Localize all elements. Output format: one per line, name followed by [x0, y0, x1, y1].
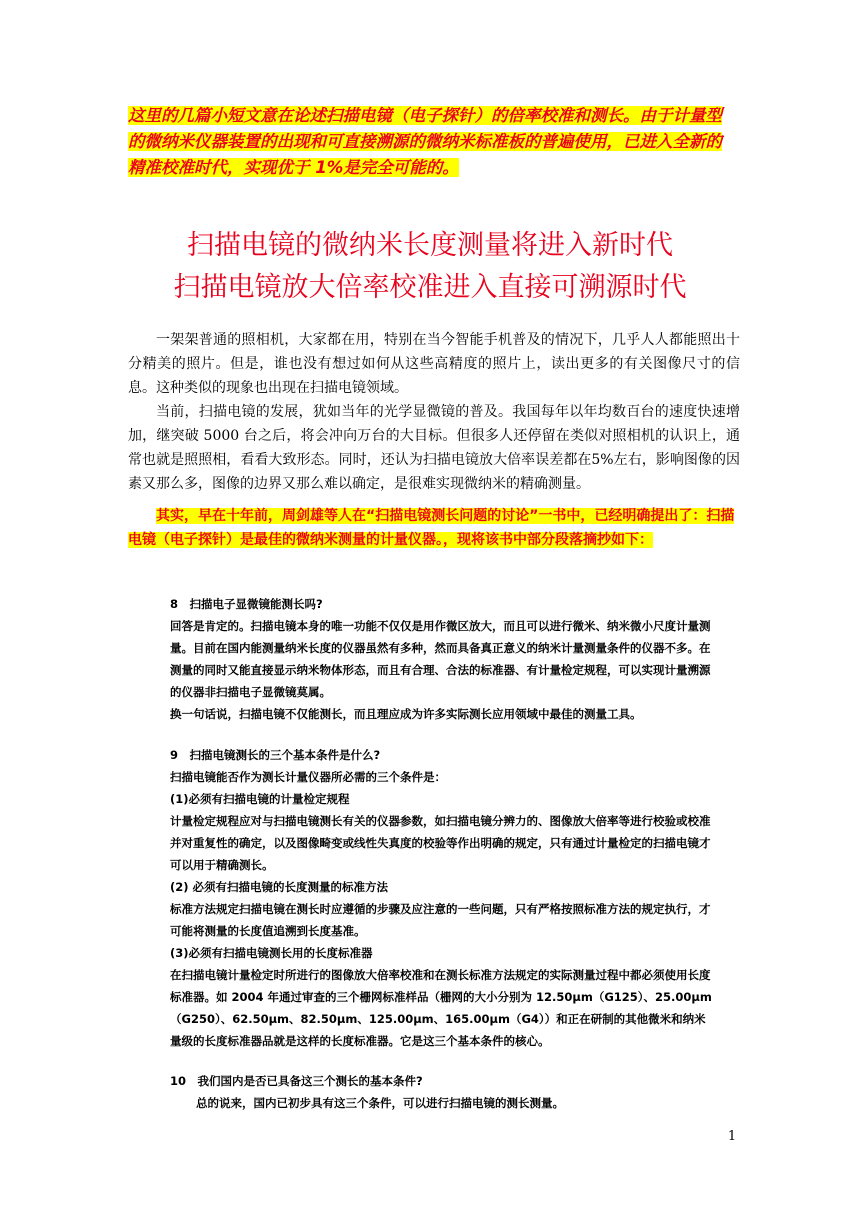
- section-9-subheading: (1)必须有扫描电镜的计量检定规程: [170, 792, 350, 806]
- section-9-text: 扫描电镜能否作为测长计量仪器所必需的三个条件是：: [170, 770, 446, 784]
- editor-note-banner: [128, 103, 738, 181]
- section-9-subheading: (3)必须有扫描电镜测长用的长度标准器: [170, 946, 373, 960]
- body-paragraph-1: 一架架普通的照相机，大家都在用，特别在当今智能手机普及的情况下，几乎人人都能照出十分精美的照片。但是，谁也没有想过如何从这些高精度的照片上，读出更多的有关图像尺寸的信息。这种类似的现象也出现在扫描电镜领域。: [128, 332, 740, 396]
- section-8-heading: 8 扫描电子显微镜能测长吗?: [170, 597, 323, 611]
- title-line-2: 扫描电镜放大倍率校准进入直接可溯源时代: [173, 272, 687, 303]
- page-number: 1: [727, 1129, 737, 1144]
- section-9-text: 在扫描电镜计量检定时所进行的图像放大倍率校准和在测长标准方法规定的实际测量过程中都必须使用长度标准器。如 2004 年通过审查的三个栅网标准样品（栅网的大小分别为 12.50μm（G125）、25.00μm（G250）、62.50μm、82.50μm、125.00μm、165.00μm（G4））和正在研制的其他微米和纳米量级的长度标准器品就是这样的长度标准器。它是这三个基本条件的核心。: [170, 968, 712, 1048]
- section-9-text: 标准方法规定扫描电镜在测长时应遵循的步骤及应注意的一些问题，只有严格按照标准方法的规定执行，才可能将测量的长度值追溯到长度基准。: [170, 902, 711, 938]
- section-8-text: 换一句话说，扫描电镜不仅能测长，而且理应成为许多实际测长应用领域中最佳的测量工具。: [170, 707, 642, 721]
- section-9-text: 计量检定规程应对与扫描电镜测长有关的仪器参数，如扫描电镜分辨力的、图像放大倍率等进行校验或校准并对重复性的确定，以及图像畸变或线性失真度的校验等作出明确的规定，只有通过计量检定的扫描电镜才可以用于精确测长。: [170, 814, 711, 872]
- section-9-subheading: (2) 必须有扫描电镜的长度测量的标准方法: [170, 880, 389, 894]
- section-8-text: 回答是肯定的。扫描电镜本身的唯一功能不仅仅是用作微区放大，而且可以进行微米、纳米微小尺度计量测量。目前在国内能测量纳米长度的仪器虽然有多种，然而具备真正意义的纳米计量测量条件的仪器不多。在测量的同时又能直接显示纳米物体形态，而且有合理、合法的标准器、有计量检定规程，可以实现计量溯源的仪器非扫描电子显微镜莫属。: [170, 619, 711, 699]
- section-9: [170, 744, 715, 1052]
- highlighted-paragraph: [128, 504, 740, 552]
- section-8: [170, 593, 715, 725]
- section-9-heading: 9 扫描电镜测长的三个基本条件是什么?: [170, 748, 381, 762]
- body-paragraph-2: 当前，扫描电镜的发展，犹如当年的光学显微镜的普及。我国每年以年均数百台的速度快速增加，继突破 5000 台之后，将会冲向万台的大目标。但很多人还停留在类似对照相机的认识上，通常也就是照照相，看看大致形态。同时，还认为扫描电镜放大倍率误差都在5%左右，影响图像的因素又那么多，图像的边界又那么难以确定，是很难实现微纳米的精确测量。: [128, 404, 740, 492]
- highlighted-paragraph-text: 其实，早在十年前，周剑雄等人在“扫描电镜测长问题的讨论”一书中，已经明确提出了：扫描电镜（电子探针）是最佳的微纳米测量的计量仪器。，现将该书中部分段落摘抄如下：: [128, 508, 735, 548]
- editor-note-text: 这里的几篇小短文意在论述扫描电镜（电子探针）的倍率校准和测长。由于计量型的微纳米仪器装置的出现和可直接溯源的微纳米标准板的普遍使用，已进入全新的精准校准时代，实现优于 1%是完全可能的。: [128, 106, 722, 177]
- title-line-1: 扫描电镜的微纳米长度测量将进入新时代: [187, 230, 673, 261]
- section-10: [170, 1070, 715, 1114]
- section-10-heading: 10 我们国内是否已具备这三个测长的基本条件?: [170, 1074, 423, 1088]
- section-10-text: 总的说来，国内已初步具有这三个条件，可以进行扫描电镜的测长测量。: [196, 1096, 564, 1110]
